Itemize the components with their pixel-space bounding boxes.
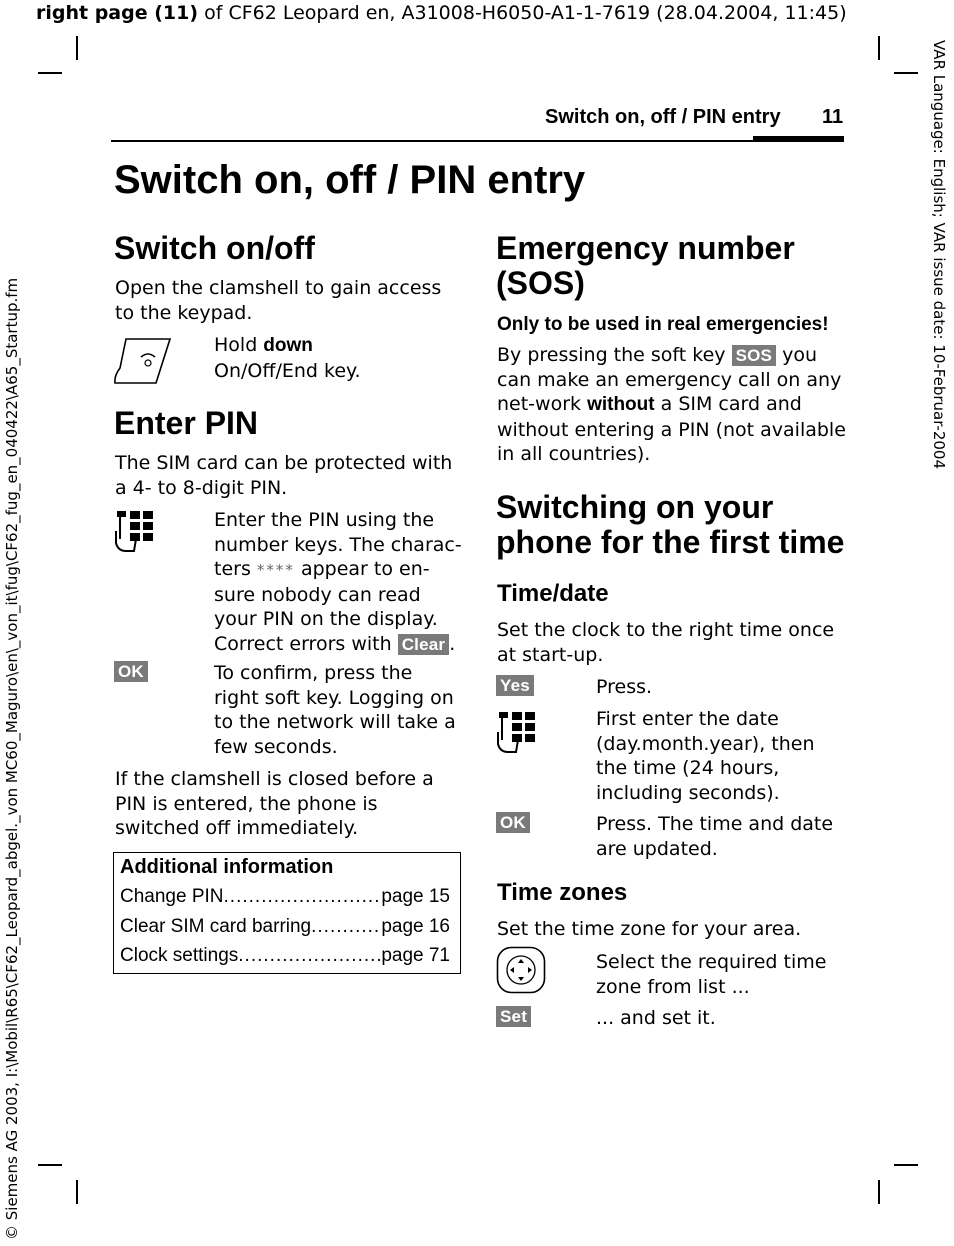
time-date-text: Set the clock to the right time once at start-up. [497,619,835,666]
production-line-bold: right page (11) [36,2,199,24]
info-row-page: page 71 [381,945,450,966]
info-row-dots [311,916,381,938]
keypad-icon [496,710,540,754]
navigation-key-icon [496,946,546,994]
header-rule-thick [753,136,844,141]
info-row[interactable] [120,886,450,908]
pin-step1-line: appear to en- [300,558,430,580]
sos-bold: without [587,394,655,415]
info-row[interactable] [120,945,450,967]
crop-mark [38,72,62,74]
sos-key-badge: SOS [732,345,777,366]
info-row-label: Clear SIM card barring [120,916,312,937]
ok-time-text: Press. The time and date are updated. [596,813,834,860]
crop-mark [76,1180,78,1204]
yes-text: Press. [596,676,653,698]
sos-text [497,343,847,467]
switch-heading: Switch on/off [114,230,315,266]
pin-heading: Enter PIN [114,405,259,441]
ok-key-badge-time [496,812,530,833]
info-row[interactable] [120,916,450,938]
info-row-dots [224,886,382,908]
crop-mark [894,72,918,74]
info-row-label: Change PIN [120,886,224,907]
info-row-page: page 16 [381,916,450,937]
hold-pre: Hold [214,334,264,356]
page-number: 11 [822,106,844,128]
pin-mask: **** [256,561,295,579]
keypad-icon [114,509,158,553]
sos-heading: Emergency number (SOS) [496,230,795,301]
ok-key-label: OK [114,661,148,682]
yes-key-badge [496,675,534,696]
crop-mark [38,1164,62,1166]
sos-rest: a SIM card and without entering a PIN (not available in all countries). [497,393,846,465]
crop-mark [878,1180,880,1204]
hold-rest: On/Off/End key. [214,359,361,382]
set-key-badge [496,1006,531,1027]
set-key-label: Set [496,1006,531,1027]
hold-down-instruction [214,333,460,383]
pin-step1-line: ters [214,558,251,580]
pin-step2: To confirm, press the right soft key. Logging on to the network will take a few seconds. [214,662,456,758]
ok-key-badge-pin [114,661,148,682]
production-line [36,2,847,24]
page-title: Switch on, off / PIN entry [114,158,586,202]
crop-mark [894,1164,918,1166]
time-zones-heading: Time zones [497,879,628,906]
side-file-path: © Siemens AG 2003, I:\Mobil\R65\CF62_Leopard_abgel._von MC60_Maguro\en\_von_it\fug\CF62_fug_en_040422\A65_Startup.fm [3,277,21,1240]
pin-step1-line: number keys. The charac- [214,533,462,556]
pin-step1: Enter the PIN using the number keys. The charac- ters **** appear to en- sure nobody can read your PIN on the display. Correct errors with Clear . [214,509,462,655]
set-text: ... and set it. [596,1007,716,1029]
nav-text: Select the required time zone from list ... [596,951,827,998]
hold-bold: down [263,335,313,356]
date-entry-text: First enter the date (day.month.year), then the time (24 hours, including seconds). [596,708,815,804]
pin-step1-line: Correct errors with [214,632,392,655]
header-rule [111,140,844,142]
info-row-dots [238,945,381,967]
sos-mid: you can make an emergency call on any net-work [497,344,842,415]
closed-clamshell-text: If the clamshell is closed before a PIN is entered, the phone is switched off immediately. [115,768,434,839]
pin-text: The SIM card can be protected with a 4- to 8-digit PIN. [115,452,453,499]
production-line-rest: of CF62 Leopard en, A31008-H6050-A1-1-7619 (28.04.2004, 11:45) [198,2,847,24]
time-date-heading: Time/date [497,580,609,607]
sos-pre: By pressing the soft key [497,344,726,366]
time-zones-text: Set the time zone for your area. [497,918,802,940]
pin-step1-line: Enter the PIN using the [214,509,435,531]
switch-text: Open the clamshell to gain access to the keypad. [115,277,442,324]
first-time-heading: Switching on your phone for the first time [496,489,845,560]
crop-mark [878,36,880,60]
crop-mark [76,36,78,60]
ok-key-label: OK [496,812,530,833]
info-row-label: Clock settings [120,945,239,966]
running-header-title: Switch on, off / PIN entry [545,106,781,128]
side-var-info: VAR Language: English; VAR issue date: 10-Februar-2004 [930,40,948,470]
info-title: Additional information [120,856,334,878]
info-row-page: page 15 [381,886,450,907]
clear-key-badge: Clear [398,634,450,655]
pin-step1-line: your PIN on the display. [214,608,438,630]
yes-key-label: Yes [496,675,534,696]
end-call-key-icon [112,336,172,386]
pin-step1-line: sure nobody can read [214,583,421,606]
additional-info-box [113,852,461,974]
sos-subheading: Only to be used in real emergencies! [497,314,829,335]
